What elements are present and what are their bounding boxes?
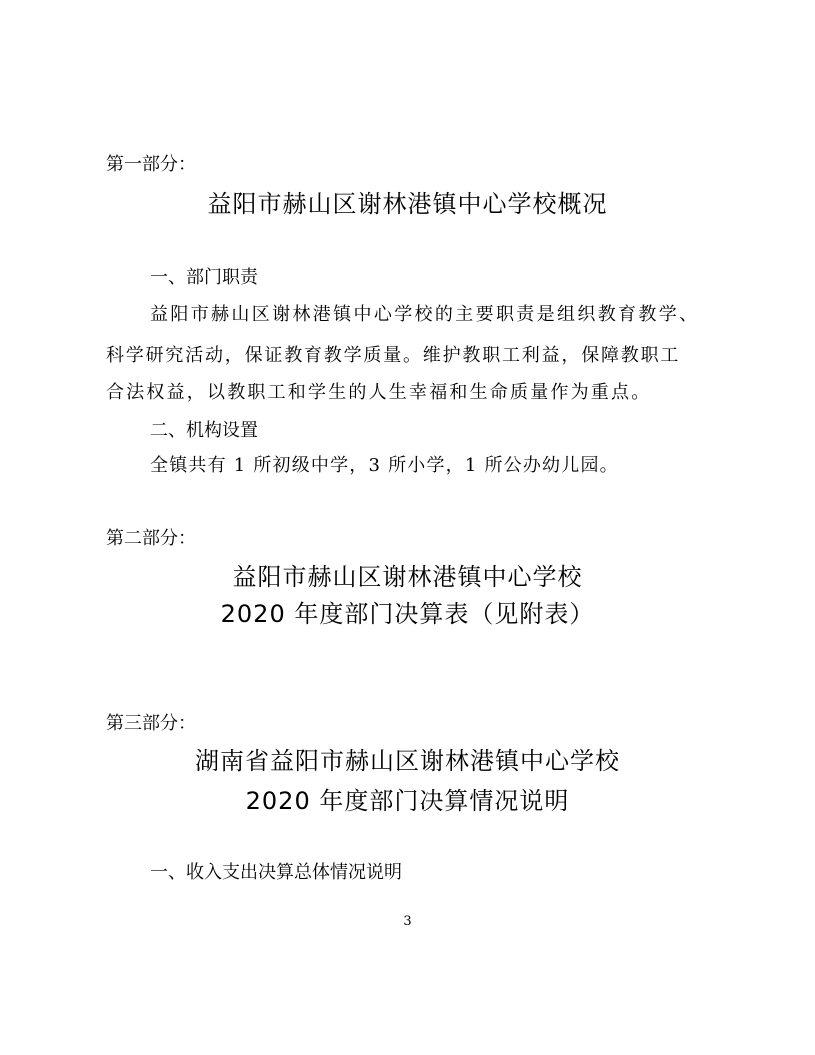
part1-section1-line3: 合法权益，以教职工和学生的人生幸福和生命质量作为重点。 [106,382,652,403]
part2-title-line1: 益阳市赫山区谢林港镇中心学校 [232,563,583,591]
part1-title: 益阳市赫山区谢林港镇中心学校概况 [207,190,608,218]
part3-title-line2: 2020 年度部门决算情况说明 [245,787,570,815]
part1-section2-line1: 全镇共有 1 所初级中学，3 所小学，1 所公办幼儿园。 [150,455,619,476]
part1-section1-line2: 科学研究活动，保证教育教学质量。维护教职工利益，保障教职工 [106,345,681,366]
part1-heading: 第一部分： [106,154,196,175]
page-number: 3 [403,914,412,929]
part2-heading: 第二部分： [106,528,196,549]
part1-section2-heading: 二、机构设置 [150,420,258,441]
part3-heading: 第三部分： [106,713,196,734]
part3-section1-heading: 一、收入支出决算总体情况说明 [150,862,402,883]
part3-title-line1: 湖南省益阳市赫山区谢林港镇中心学校 [195,747,620,775]
part1-section1-heading: 一、部门职责 [150,267,258,288]
part2-title-line2: 2020 年度部门决算表（见附表） [220,600,595,628]
part1-section1-line1: 益阳市赫山区谢林港镇中心学校的主要职责是组织教育教学、 [150,304,700,325]
